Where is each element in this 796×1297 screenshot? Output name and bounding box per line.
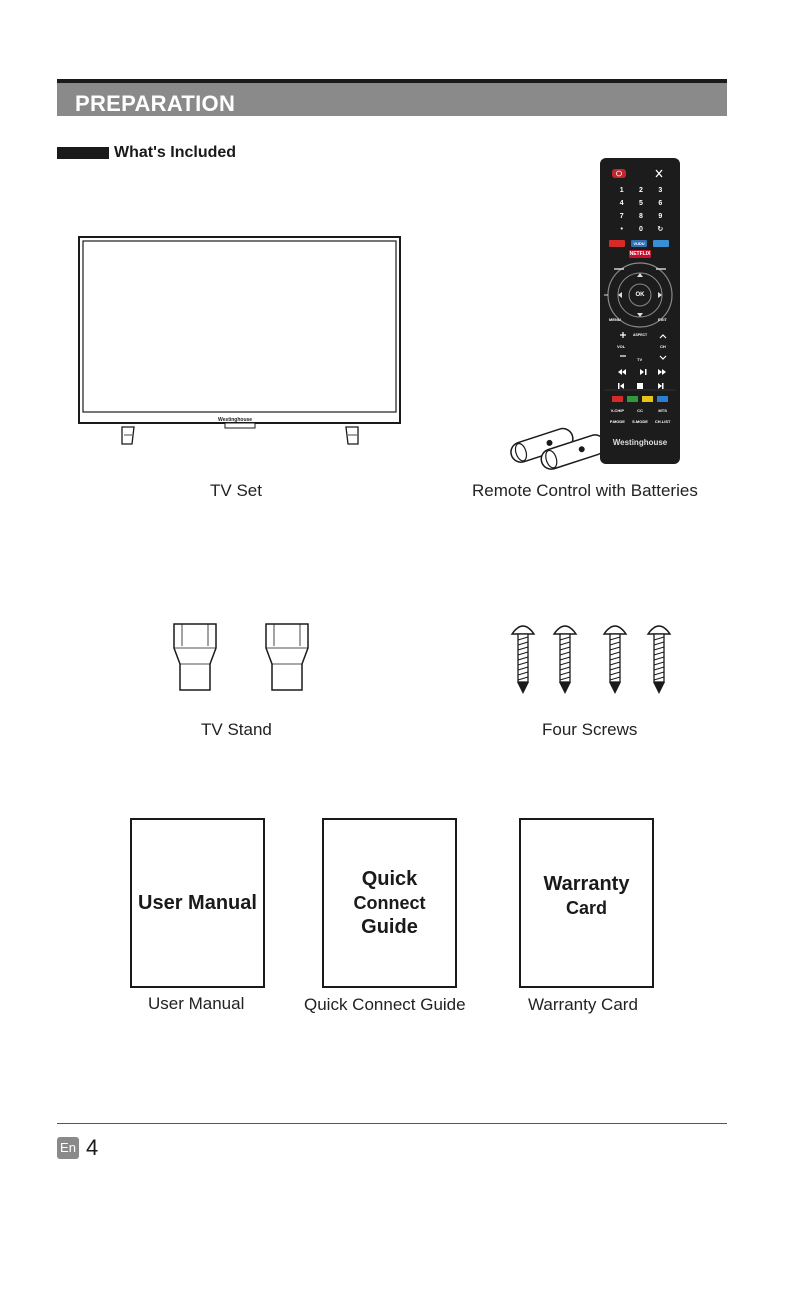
- user-manual-cover-title: User Manual: [138, 892, 257, 914]
- remote-cc-label: CC: [637, 408, 643, 413]
- remote-pmode-label: P.MODE: [609, 419, 625, 424]
- tv-brand-mark: Westinghouse: [218, 417, 253, 423]
- language-badge: En: [57, 1137, 79, 1159]
- remote-aspect-label: ASPECT: [633, 333, 648, 337]
- quick-guide-cover-line1: Quick: [361, 868, 418, 890]
- remote-key-8: 8: [639, 213, 643, 220]
- remote-vol-label: VOL: [617, 344, 626, 349]
- remote-key-5: 5: [639, 200, 643, 207]
- quick-guide-cover-line3: Guide: [361, 916, 418, 938]
- remote-key-9: 9: [658, 213, 663, 220]
- page-number: 4: [86, 1135, 99, 1160]
- remote-mts-label: MTS: [658, 408, 667, 413]
- remote-ch-label: CH: [660, 344, 666, 349]
- quick-connect-guide-booklet: [322, 818, 457, 988]
- remote-key-4: 4: [619, 200, 624, 207]
- screws-illustration: [505, 620, 680, 700]
- remote-exit-label: EXIT: [658, 317, 667, 322]
- remote-key-0: 0: [639, 226, 643, 233]
- remote-key-dot: •: [620, 226, 623, 233]
- remote-function-keys: [606, 408, 674, 425]
- user-manual-booklet: [130, 818, 265, 988]
- remote-vudu-label: VUDU: [633, 241, 645, 246]
- caption-tv-set: TV Set: [210, 481, 262, 500]
- quick-guide-cover-line2: Connect: [353, 893, 426, 913]
- remote-ok-label: OK: [635, 292, 645, 298]
- section-title: PREPARATION: [75, 91, 236, 116]
- caption-quick-connect-guide: Quick Connect Guide: [304, 995, 466, 1014]
- remote-brand-label: Westinghouse: [612, 438, 668, 447]
- subheading-marker: [57, 147, 109, 159]
- remote-smode-label: S.MODE: [632, 419, 648, 424]
- caption-remote-control: Remote Control with Batteries: [472, 481, 698, 500]
- caption-tv-stand: TV Stand: [201, 720, 272, 739]
- remote-vchip-label: V-CHIP: [610, 408, 624, 413]
- remote-key-7: 7: [619, 213, 624, 220]
- batteries-illustration: [500, 412, 612, 472]
- remote-key-1: 1: [619, 187, 624, 194]
- remote-key-3: 3: [658, 187, 663, 194]
- remote-tv-label: TV: [637, 357, 643, 362]
- caption-warranty-card: Warranty Card: [528, 995, 638, 1014]
- remote-menu-label: MENU: [609, 317, 621, 322]
- remote-numpad: [612, 185, 670, 235]
- caption-four-screws: Four Screws: [542, 720, 638, 739]
- footer-rule: [57, 1123, 727, 1124]
- remote-refresh-icon: ↻: [657, 226, 664, 233]
- tv-stand-illustration: [168, 620, 318, 696]
- remote-netflix-label: NETFLIX: [629, 251, 651, 257]
- warranty-card-booklet: [519, 818, 654, 988]
- remote-chlist-label: CH.LIST: [654, 419, 671, 424]
- remote-control: [600, 158, 680, 464]
- warranty-cover-line1: Warranty: [543, 873, 630, 895]
- caption-user-manual: User Manual: [148, 994, 245, 1013]
- warranty-cover-line2: Card: [565, 898, 607, 918]
- remote-key-2: 2: [639, 187, 643, 194]
- subheading: What's Included: [114, 144, 237, 161]
- remote-key-6: 6: [658, 200, 663, 207]
